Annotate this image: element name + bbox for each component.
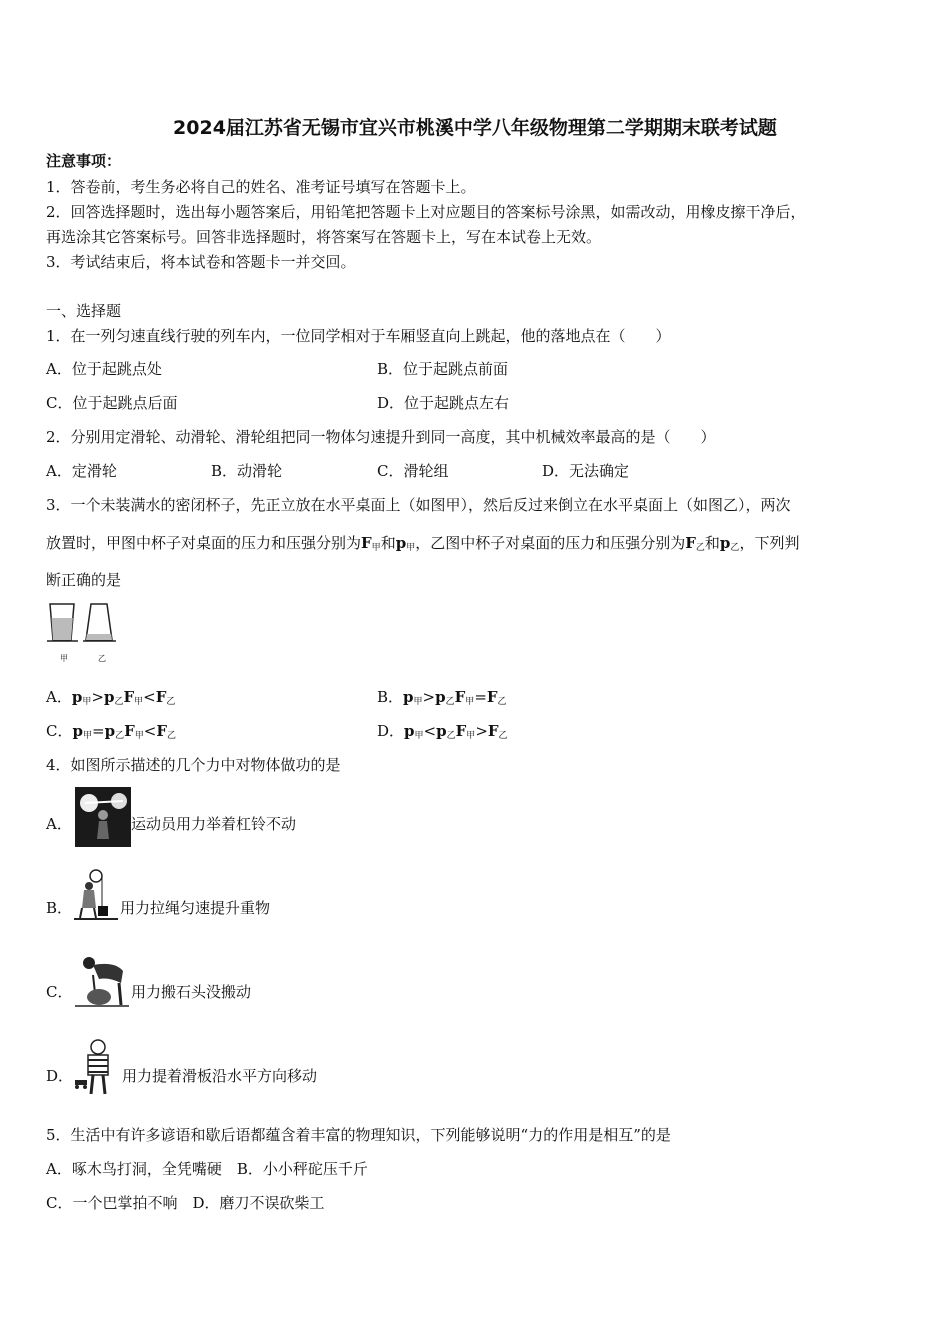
- q4-option-a-letter: A．: [46, 815, 72, 833]
- q4-option-b-text: 用力拉绳匀速提升重物: [120, 899, 271, 917]
- q3-option-b: B．$p_甲>p_乙F_甲=F_乙$: [377, 688, 507, 707]
- q2-option-a: A．定滑轮: [46, 462, 117, 480]
- section-heading: 一、选择题: [46, 302, 122, 320]
- q3-text: 放置时，甲图中杯子对桌面的压力和压强分别为: [46, 534, 362, 552]
- question-3-line-3: 断正确的是: [46, 571, 122, 589]
- fig-label-yi: 乙: [98, 654, 106, 663]
- fig-label-jia: 甲: [60, 654, 68, 663]
- notice-line: 3．考试结束后，将本试卷和答题卡一并交回。: [46, 253, 356, 271]
- q4-option-d-letter: D．: [46, 1067, 74, 1085]
- q4-option-b-letter: B．: [46, 899, 73, 917]
- question-1-stem: 1．在一列匀速直线行驶的列车内，一位同学相对于车厢竖直向上跳起，他的落地点在（ ）: [46, 327, 671, 345]
- weightlifter-image: [75, 787, 131, 847]
- cup-inverted-icon: [83, 604, 116, 641]
- q4-option-a-text: 运动员用力举着杠铃不动: [131, 815, 297, 833]
- q5-options-line-2: C．一个巴掌拍不响 D．磨刀不误砍柴工: [46, 1194, 325, 1212]
- page-title: 2024届江苏省无锡市宜兴市桃溪中学八年级物理第二学期期末联考试题: [173, 117, 777, 139]
- lifting-stone-image: [73, 953, 131, 1009]
- q4-option-d-text: 用力提着滑板沿水平方向移动: [122, 1067, 318, 1085]
- question-3-line-1: 3．一个未装满水的密闭杯子，先正立放在水平桌面上（如图甲），然后反过来倒立在水平桌面上（如图乙），两次: [46, 496, 791, 514]
- q3-option-d: D．$p_甲<p_乙F_甲>F_乙$: [377, 722, 508, 741]
- q2-option-d: D．无法确定: [542, 462, 630, 480]
- q1-option-a: A．位于起跳点处: [46, 360, 162, 378]
- q2-option-c: C．滑轮组: [377, 462, 449, 480]
- notice-line: 再选涂其它答案标号。回答非选择题时，将答案写在答题卡上，写在本试卷上无效。: [46, 228, 602, 246]
- question-4-stem: 4．如图所示描述的几个力中对物体做功的是: [46, 756, 341, 774]
- q1-option-d: D．位于起跳点左右: [377, 394, 510, 412]
- cup-upright-icon: [47, 604, 78, 641]
- carrying-skateboard-image: [73, 1038, 123, 1100]
- q3-cups-figure: [44, 600, 124, 662]
- q1-option-c: C．位于起跳点后面: [46, 394, 178, 412]
- question-2-stem: 2．分别用定滑轮、动滑轮、滑轮组把同一物体匀速提升到同一高度，其中机械效率最高的是（ ）: [46, 428, 716, 446]
- question-5-stem: 5．生活中有许多谚语和歇后语都蕴含着丰富的物理知识，下列能够说明“力的作用是相互”的是: [46, 1126, 671, 1144]
- question-3-line-2: 放置时，甲图中杯子对桌面的压力和压强分别为$F_甲$和$p_甲$，乙图中杯子对桌面的压力和压强分别为$F_乙$和$p_乙$，下列判: [46, 534, 800, 553]
- q1-option-b: B．位于起跳点前面: [377, 360, 509, 378]
- q5-options-line-1: A．啄木鸟打洞，全凭嘴硬 B．小小秤砣压千斤: [46, 1160, 368, 1178]
- notice-line: 2．回答选择题时，选出每小题答案后，用铅笔把答题卡上对应题目的答案标号涂黑，如需改动，用橡皮擦干净后，: [46, 203, 806, 221]
- notice-heading: 注意事项：: [46, 152, 122, 170]
- q3-option-a: A．$p_甲>p_乙F_甲<F_乙$: [46, 688, 176, 707]
- q4-option-c-letter: C．: [46, 983, 73, 1001]
- notice-line: 1．答卷前，考生务必将自己的姓名、准考证号填写在答题卡上。: [46, 178, 476, 196]
- q3-option-c: C．$p_甲=p_乙F_甲<F_乙$: [46, 722, 177, 741]
- q4-option-c-text: 用力搬石头没搬动: [131, 983, 252, 1001]
- pulley-lifting-image: [72, 866, 120, 922]
- q2-option-b: B．动滑轮: [211, 462, 283, 480]
